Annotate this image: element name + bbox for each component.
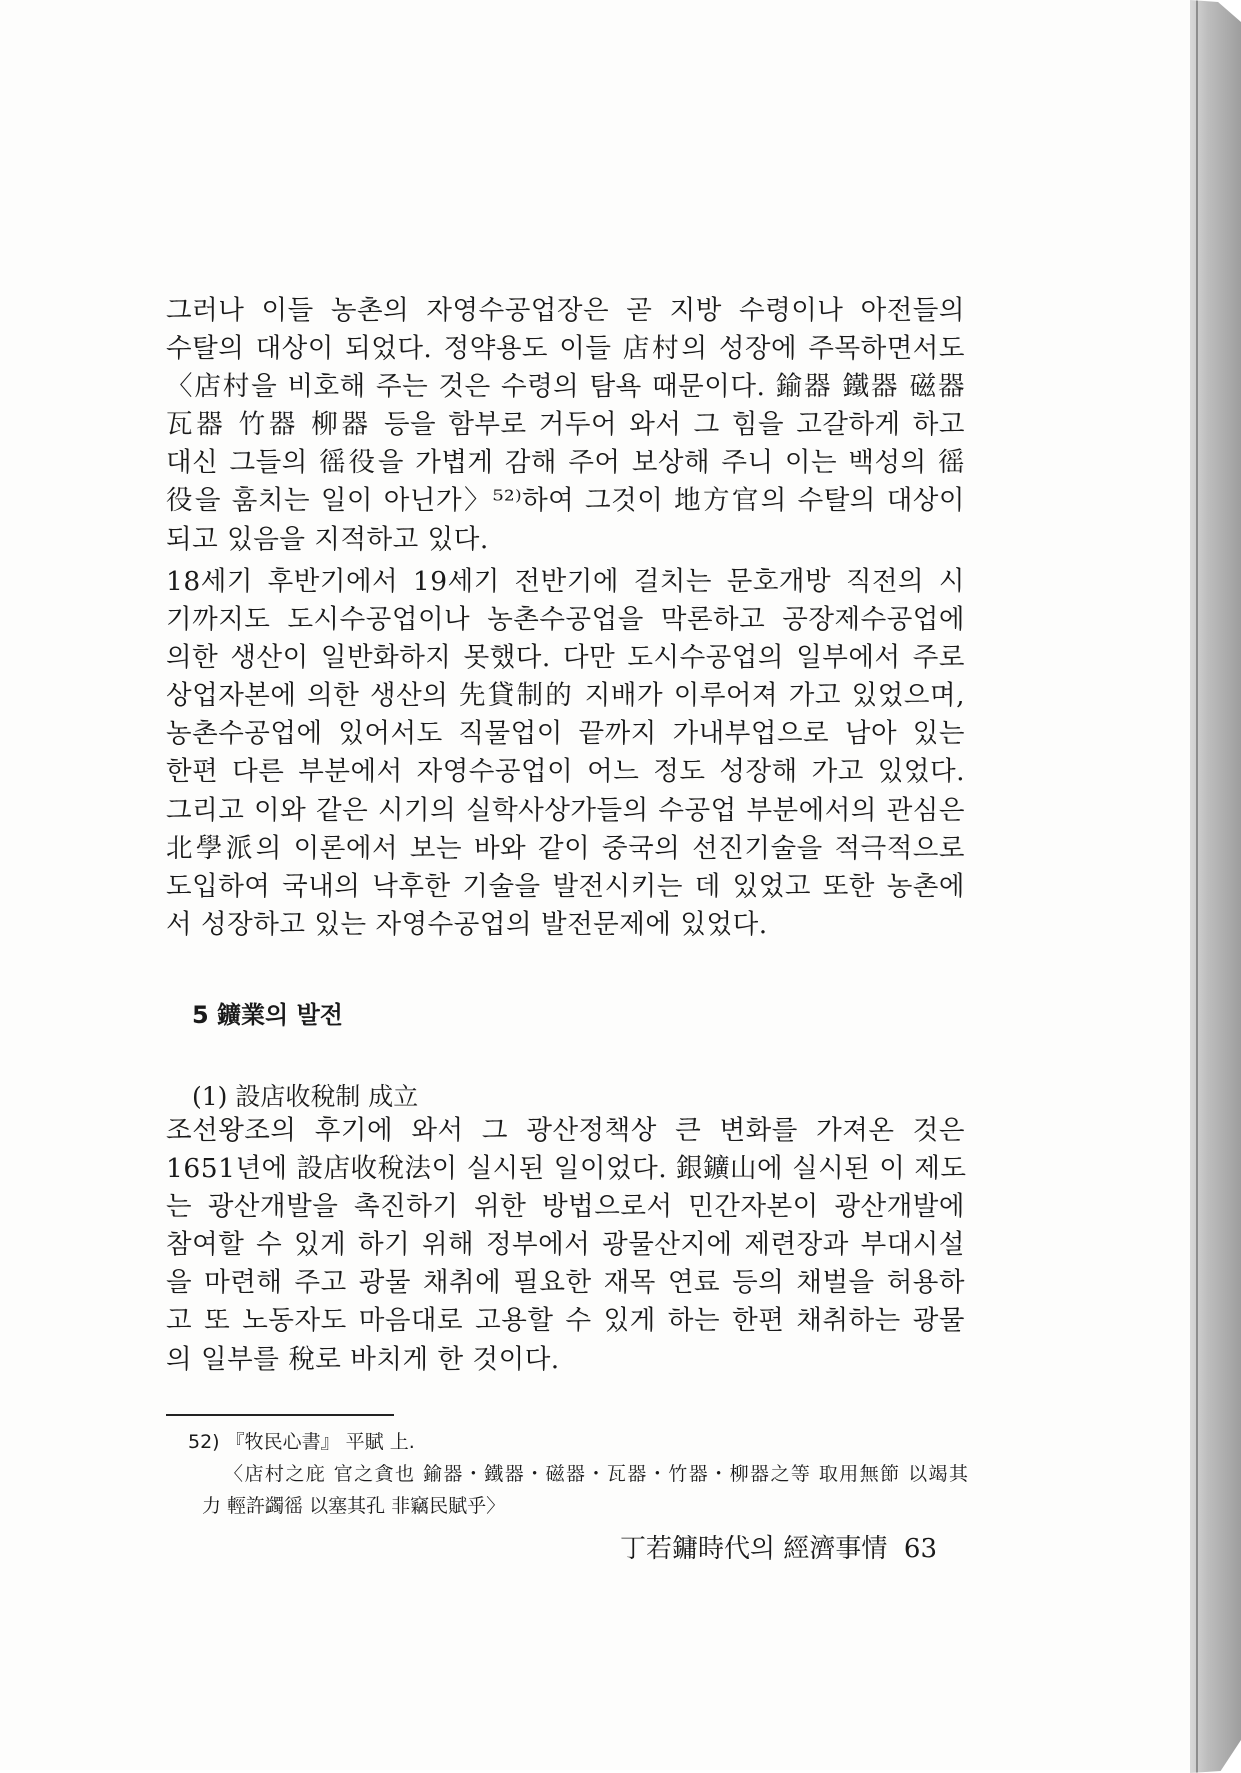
footer-title: 丁若鏞時代의 經濟事情	[620, 1534, 888, 1564]
text-line: 상업자본에 의한 생산의 先貸制的 지배가 이루어져 가고 있었으며,	[166, 680, 965, 712]
running-footer	[620, 1528, 940, 1565]
paragraph-3	[166, 1112, 965, 1379]
text-line: 그러나 이들 농촌의 자영수공업장은 곧 지방 수령이나 아전들의	[166, 295, 965, 326]
text-line: 그리고 이와 같은 시기의 실학사상가들의 수공업 부분에서의 관심은	[166, 794, 965, 826]
section-heading: 5 鑛業의 발전	[192, 1001, 343, 1029]
text-line: 을 마련해 주고 광물 채취에 필요한 재목 연료 등의 채벌을 허용하	[166, 1267, 965, 1299]
paragraph-1	[166, 292, 965, 559]
page-number: 63	[903, 1534, 938, 1564]
text-line: 도입하여 국내의 낙후한 기술을 발전시키는 데 있었고 또한 농촌에	[166, 870, 965, 902]
footnote-quote-line: 力 輕許蠲徭 以塞其孔 非竊民賦乎〉	[202, 1495, 506, 1517]
text-line: 北學派의 이론에서 보는 바와 같이 중국의 선진기술을 적극적으로	[166, 832, 965, 864]
text-line: 한편 다른 부분에서 자영수공업이 어느 정도 성장해 가고 있었다.	[166, 756, 965, 788]
footnote-marker: 52)	[188, 1431, 220, 1453]
footnote-52	[188, 1426, 968, 1522]
text-line: 조선왕조의 후기에 와서 그 광산정책상 큰 변화를 가져온 것은	[166, 1115, 965, 1146]
text-line: 의 일부를 稅로 바치게 한 것이다.	[166, 1343, 560, 1375]
text-line: 고 또 노동자도 마음대로 고용할 수 있게 하는 한편 채취하는 광물	[166, 1305, 965, 1337]
footnote-divider	[166, 1414, 394, 1416]
text-line: 瓦器 竹器 柳器 등을 함부로 거두어 와서 그 힘을 고갈하게 하고	[166, 409, 965, 441]
book-page-edge	[1190, 0, 1241, 1773]
footnote-quote-line: 〈店村之庇 官之貪也 鍮器・鐵器・磁器・瓦器・竹器・柳器之等 取用無節 以竭其	[224, 1463, 968, 1485]
text-line: 서 성장하고 있는 자영수공업의 발전문제에 있었다.	[166, 908, 768, 940]
text-line: 의한 생산이 일반화하지 못했다. 다만 도시수공업의 일부에서 주로	[166, 642, 965, 674]
text-line: 기까지도 도시수공업이나 농촌수공업을 막론하고 공장제수공업에	[166, 604, 965, 636]
text-line: 농촌수공업에 있어서도 직물업이 끝까지 가내부업으로 남아 있는	[166, 718, 965, 750]
text-line: 18세기 후반기에서 19세기 전반기에 걸치는 문호개방 직전의 시	[166, 566, 965, 597]
paragraph-2	[166, 563, 965, 944]
footnote-source-line	[188, 1426, 968, 1458]
text-line: 1651년에 設店收稅法이 실시된 일이었다. 銀鑛山에 실시된 이 제도	[166, 1153, 967, 1185]
text-line: 役을 훔치는 일이 아닌가〉⁵²⁾하여 그것이 地方官의 수탈의 대상이	[166, 485, 965, 517]
text-line: 〈店村을 비호해 주는 것은 수령의 탐욕 때문이다. 鍮器 鐵器 磁器	[166, 371, 965, 403]
text-line: 는 광산개발을 촉진하기 위한 방법으로서 민간자본이 광산개발에	[166, 1191, 965, 1223]
text-line: 수탈의 대상이 되었다. 정약용도 이들 店村의 성장에 주목하면서도	[166, 333, 965, 365]
text-line: 되고 있음을 지적하고 있다.	[166, 523, 489, 555]
footnote-source: 『牧民心書』 平賦 上.	[225, 1431, 415, 1453]
text-line: 참여할 수 있게 하기 위해 정부에서 광물산지에 제련장과 부대시설	[166, 1229, 965, 1261]
subsection-heading: (1) 設店收稅制 成立	[192, 1082, 419, 1111]
text-line: 대신 그들의 徭役을 가볍게 감해 주어 보상해 주니 이는 백성의 徭	[166, 447, 965, 479]
